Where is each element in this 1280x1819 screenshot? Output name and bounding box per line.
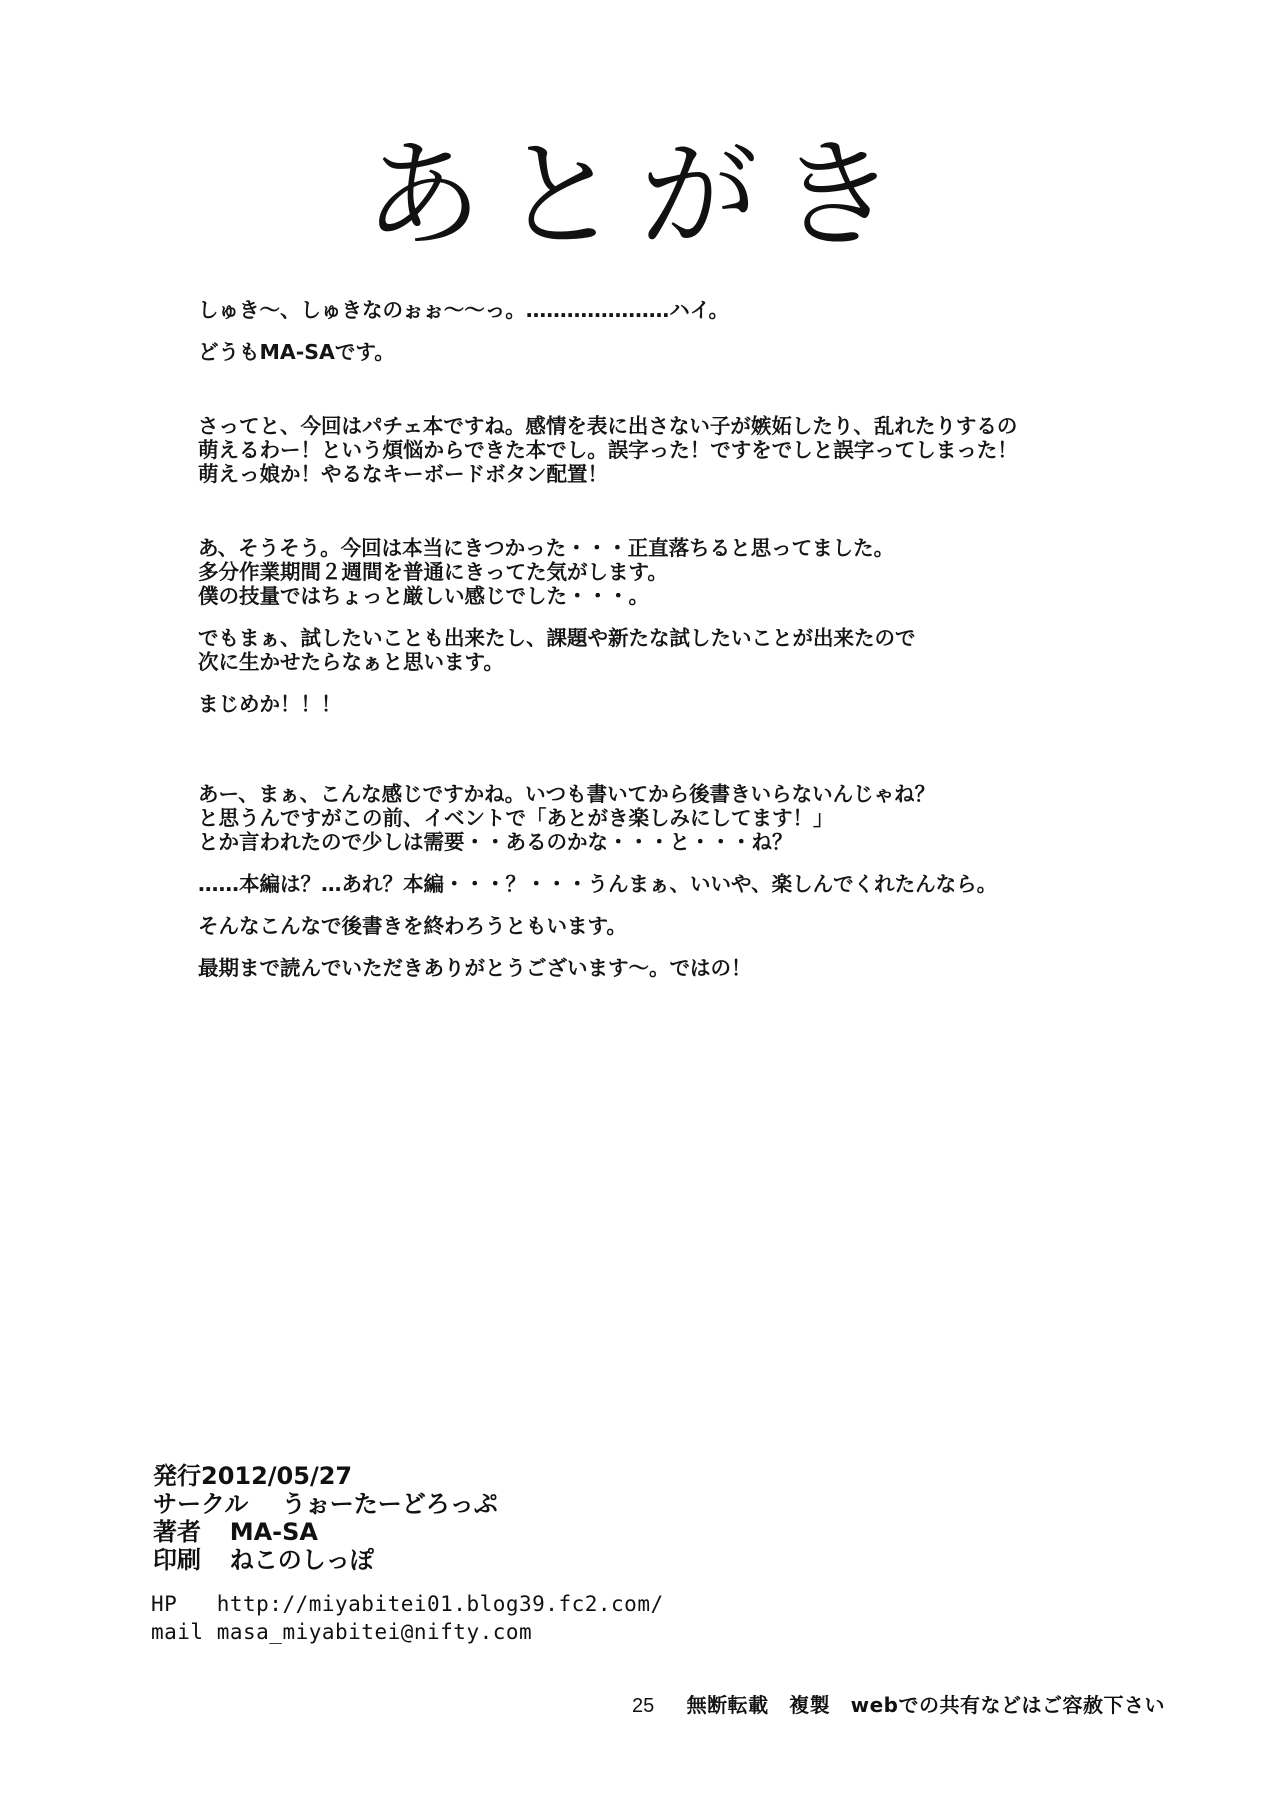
copyright-notice: 無断転載 複製 webでの共有などはご容赦下さい	[686, 1693, 1165, 1717]
afterword-body	[198, 298, 1078, 980]
body-line: さってと、今回はパチェ本ですね。感情を表に出さない子が嫉妬したり、乱れたりするの	[198, 414, 1018, 438]
body-line: とか言われたので少しは需要・・あるのかな・・・と・・・ね？	[198, 830, 793, 854]
body-line: 萌えっ娘か！やるなキーボードボタン配置！	[198, 462, 608, 486]
body-line: と思うんですがこの前、イベントで「あとがき楽しみにしてます！」	[198, 806, 834, 830]
body-line: 次に生かせたらなぁと思います。	[198, 650, 504, 674]
body-line: どうもMA-SAです。	[198, 340, 395, 364]
homepage-row	[151, 1590, 664, 1618]
page-number: 25	[632, 1695, 655, 1717]
body-line: あ、そうそう。今回は本当にきつかった・・・正直落ちると思ってました。	[198, 536, 895, 560]
mail-label: mail	[151, 1620, 204, 1644]
body-line: でもまぁ、試したいことも出来たし、課題や新たな試したいことが出来たので	[198, 626, 916, 650]
body-line: しゅき〜、しゅきなのぉぉ〜〜っ。…………………ハイ。	[198, 298, 729, 322]
body-line: そんなこんなで後書きを終わろうともいます。	[198, 914, 627, 938]
circle-label: サークル	[153, 1490, 249, 1518]
author-name: MA-SA	[229, 1518, 318, 1546]
body-line: 萌えるわー！という煩悩からできた本でし。誤字った！ですをでしと誤字ってしまった！	[198, 438, 1018, 462]
author-label: 著者	[153, 1518, 201, 1546]
page-title: あとがき	[363, 126, 916, 264]
page-footer	[632, 1692, 1165, 1719]
publish-date: 発行2012/05/27	[153, 1462, 353, 1490]
body-line: 最期まで読んでいただきありがとうございます〜。ではの！	[198, 956, 752, 980]
circle-name: うぉーたーどろっぷ	[281, 1490, 498, 1518]
contact-info	[151, 1590, 664, 1646]
homepage-url: http://miyabitei01.blog39.fc2.com/	[216, 1592, 664, 1616]
mail-row	[151, 1618, 664, 1646]
printer-row	[153, 1546, 498, 1574]
body-line: 僕の技量ではちょっと厳しい感じでした・・・。	[198, 584, 649, 608]
mail-address: masa_miyabitei@nifty.com	[216, 1620, 533, 1644]
printer-label: 印刷	[153, 1546, 201, 1574]
body-line: 多分作業期間２週間を普通にきってた気がします。	[198, 560, 668, 584]
circle-row	[153, 1490, 498, 1518]
body-line: あー、まぁ、こんな感じですかね。いつも書いてから後書きいらないんじゃね？	[198, 782, 936, 806]
author-row	[153, 1518, 498, 1546]
body-line: ……本編は？…あれ？本編・・・？・・・うんまぁ、いいや、楽しんでくれたんなら。	[198, 872, 998, 896]
colophon	[153, 1462, 498, 1574]
printer-name: ねこのしっぽ	[229, 1546, 374, 1574]
homepage-label: HP	[151, 1592, 178, 1616]
body-line: まじめか！！！	[198, 692, 342, 716]
